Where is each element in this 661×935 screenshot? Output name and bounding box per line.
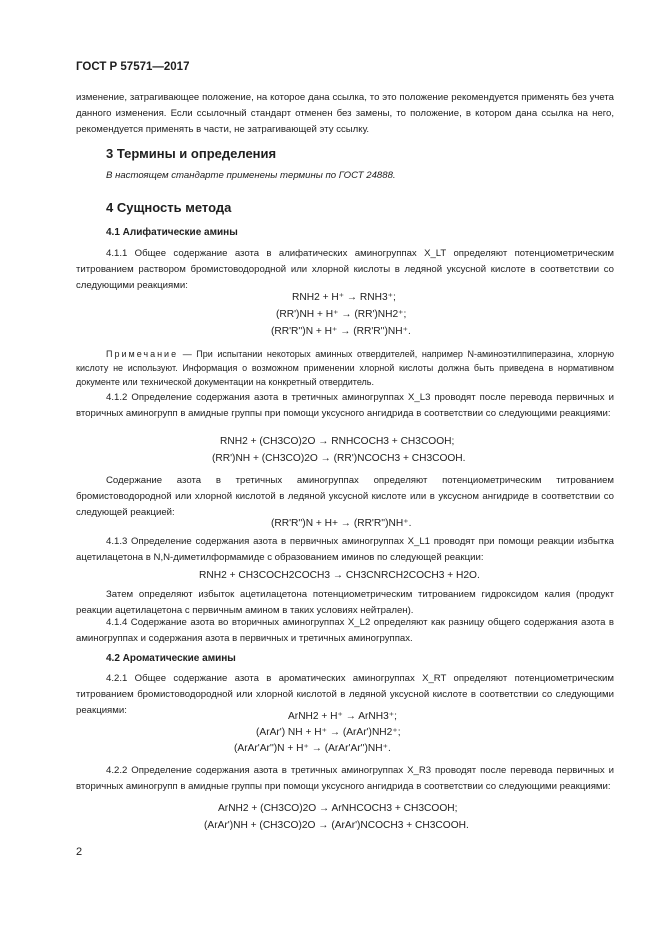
equation-5: (RR')NH + (CH3CO)2O → (RR')NCOCH3 + CH3COOH.: [212, 453, 466, 464]
document-header: ГОСТ Р 57571—2017: [76, 61, 190, 73]
page-number: 2: [76, 846, 83, 858]
equation-2: (RR')NH + H⁺ → (RR')NH2⁺;: [276, 309, 407, 320]
equation-3: (RR'R'')N + H⁺ → (RR'R'')NH⁺.: [271, 326, 411, 337]
equation-6: (RR'R'')N + H+ → (RR'R'')NH⁺.: [271, 518, 412, 529]
section-4-2-title: 4.2 Ароматические амины: [106, 653, 236, 664]
section-4-1-title: 4.1 Алифатические амины: [106, 227, 238, 238]
intro-paragraph: изменение, затрагивающее положение, на которое дана ссылка, то это положение рекомендуется применять без учета данного изменения. Если ссылочный стандарт отменен без замены, то положение, в котором дана ссылка на него, рекомендуется применять в части, не затрагивающей эту ссылку.: [76, 92, 614, 135]
equation-9: (ArAr') NH + H⁺ → (ArAr')NH2⁺;: [256, 727, 401, 738]
section-3-text: В настоящем стандарте применены термины по ГОСТ 24888.: [106, 170, 396, 181]
paragraph-4-1-2: 4.1.2 Определение содержания азота в третичных аминогруппах X_L3 проводят после перевода первичных и вторичных аминогрупп в амидные группы при помощи уксусного ангидрида в соответствии со следующими реакциями:: [76, 392, 614, 419]
equation-7: RNH2 + CH3COCH2COCH3 → CH3CNRCH2COCH3 + H2O.: [199, 570, 480, 581]
section-4-title: 4 Сущность метода: [106, 200, 232, 215]
paragraph-4-2-2: 4.2.2 Определение содержания азота в третичных аминогруппах X_R3 проводят после перевода первичных и вторичных аминогрупп в амидные группы при помощи уксусного ангидрида в соответствии со следующими реакциями:: [76, 765, 614, 792]
equation-8: ArNH2 + H⁺ → ArNH3⁺;: [288, 711, 397, 722]
paragraph-4-1-2-continued: Содержание азота в третичных аминогруппах определяют потенциометрическим титрованием бромистоводородной или хлорной кислотой в ледяной уксусной кислоте или в уксусном ангидриде в соответствии со следующей реакцией:: [76, 475, 614, 518]
paragraph-4-1-3: 4.1.3 Определение содержания азота в первичных аминогруппах X_L1 проводят при помощи реакции избытка ацетилацетона в N,N-диметилформамиде с образованием иминов по следующей реакции:: [76, 536, 614, 563]
equation-1: RNH2 + H⁺ → RNH3⁺;: [292, 292, 396, 303]
equation-12: (ArAr')NH + (CH3CO)2O → (ArAr')NCOCH3 + CH3COOH.: [204, 820, 469, 831]
equation-11: ArNH2 + (CH3CO)2O → ArNHCOCH3 + CH3COOH;: [218, 803, 458, 814]
paragraph-4-1-1: 4.1.1 Общее содержание азота в алифатических аминогруппах X_LT определяют потенциометрическим титрованием раствором бромистоводородной или хлорной кислоты в ледяной уксусной кислоте в соответствии со следующими реакциями:: [76, 248, 614, 291]
equation-4: RNH2 + (CH3CO)2O → RNHCOCH3 + CH3COOH;: [220, 436, 455, 447]
equation-10: (ArAr'Ar'')N + H⁺ → (ArAr'Ar'')NH⁺.: [234, 743, 391, 754]
note-label: Примечание: [106, 349, 179, 359]
note-text: — При испытании некоторых аминных отвердителей, например N-аминоэтилпиперазина, хлорную кислоту не используют. Информация о возможном применении хлорной кислоты должна быть приведена в нормативном документе или технической документации на конкретный отвердитель.: [76, 349, 614, 387]
section-3-title: 3 Термины и определения: [106, 146, 277, 161]
paragraph-4-2-1: 4.2.1 Общее содержание азота в ароматических аминогруппах X_RT определяют потенциометрическим титрованием бромистоводородной или хлорной кислотой в ледяной уксусной кислоте в соответствии со следующими реакциями:: [76, 673, 614, 716]
paragraph-4-1-3-continued: Затем определяют избыток ацетилацетона потенциометрическим титрованием гидроксидом калия (продукт реакции ацетилацетона с первичным амином в таких условиях нейтрален).: [76, 589, 614, 616]
paragraph-4-1-4: 4.1.4 Содержание азота во вторичных аминогруппах X_L2 определяют как разницу общего содержания азота в аминогруппах и содержания азота в первичных и третичных аминогруппах.: [76, 617, 614, 644]
note-block: [76, 347, 614, 389]
